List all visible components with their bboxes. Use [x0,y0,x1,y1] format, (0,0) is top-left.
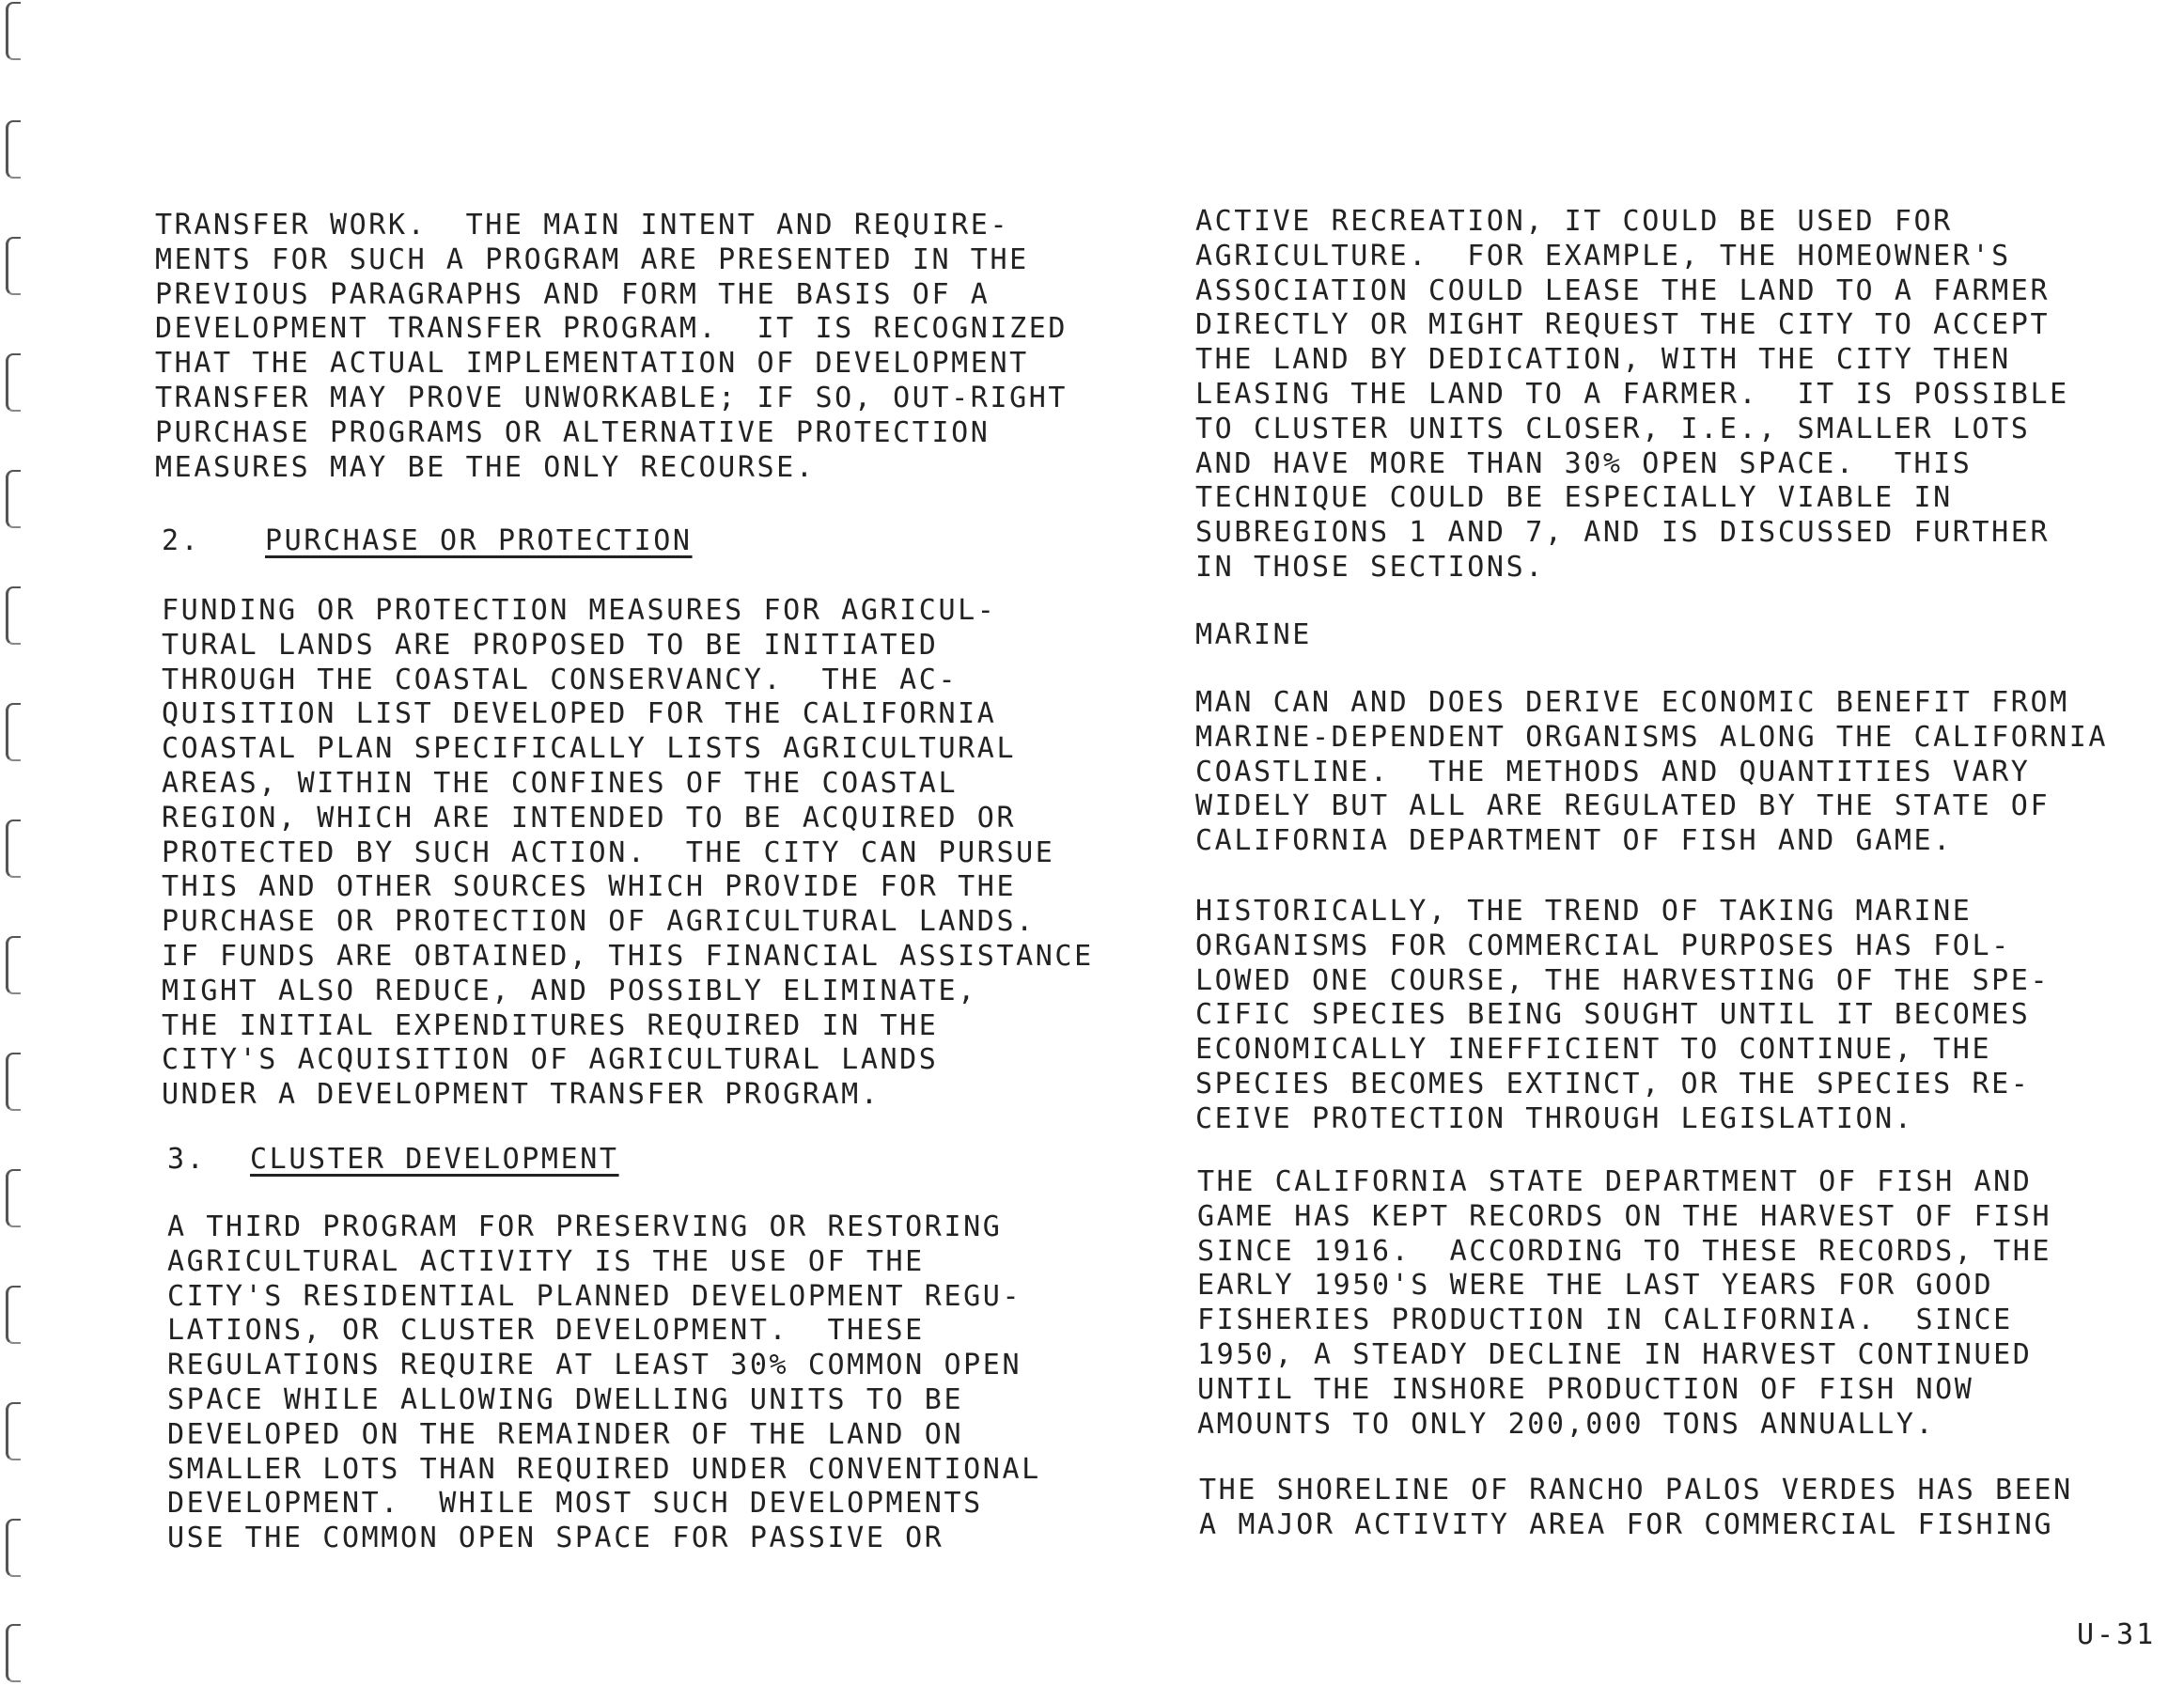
text-line: SPACE WHILE ALLOWING DWELLING UNITS TO BE [167,1382,964,1416]
right-paragraph-5 [1199,1474,2073,1543]
left-paragraph-3 [167,1210,1041,1556]
text-line: MARINE-DEPENDENT ORGANISMS ALONG THE CALIFORNIA [1195,720,2109,754]
text-line: REGION, WHICH ARE INTENDED TO BE ACQUIRED OR [162,801,1017,835]
text-line: THE SHORELINE OF RANCHO PALOS VERDES HAS BEEN [1199,1474,2073,1506]
text-line: COASTAL PLAN SPECIFICALLY LISTS AGRICULTURAL [162,732,1017,766]
text-line: TURAL LANDS ARE PROPOSED TO BE INITIATED [162,628,939,662]
left-paragraph-2 [162,594,1094,1113]
text-line: CIFIC SPECIES BEING SOUGHT UNTIL IT BECOMES [1195,998,2031,1032]
text-line: MENTS FOR SUCH A PROGRAM ARE PRESENTED IN THE [155,242,1029,276]
binder-ring [6,820,21,878]
text-line: REGULATIONS REQUIRE AT LEAST 30% COMMON OPEN [167,1349,1022,1382]
text-line: MEASURES MAY BE THE ONLY RECOURSE. [155,450,816,484]
text-line: CALIFORNIA DEPARTMENT OF FISH AND GAME. [1195,824,1953,858]
section-title: CLUSTER DEVELOPMENT [250,1143,619,1176]
binder-ring [6,120,21,179]
binder-ring [6,353,21,412]
right-paragraph-1 [1195,205,2069,585]
text-line: SUBREGIONS 1 AND 7, AND IS DISCUSSED FURTHER [1195,516,2051,550]
binder-ring [6,1624,21,1682]
text-line: AGRICULTURE. FOR EXAMPLE, THE HOMEOWNER'S [1195,239,2011,273]
text-line: WIDELY BUT ALL ARE REGULATED BY THE STATE OF [1195,789,2051,823]
text-line: AND HAVE MORE THAN 30% OPEN SPACE. THIS [1195,446,1973,480]
text-line: AREAS, WITHIN THE CONFINES OF THE COASTAL [162,766,959,800]
text-line: SMALLER LOTS THAN REQUIRED UNDER CONVENTIONAL [167,1452,1041,1486]
text-line: LATIONS, OR CLUSTER DEVELOPMENT. THESE [167,1314,925,1348]
left-column [155,209,1068,485]
right-paragraph-3 [1195,895,2050,1137]
text-line: TRANSFER MAY PROVE UNWORKABLE; IF SO, OUT-RIGHT [155,381,1069,414]
binder-ring [6,703,21,761]
text-line: COASTLINE. THE METHODS AND QUANTITIES VARY [1195,755,2031,788]
text-line: THAT THE ACTUAL IMPLEMENTATION OF DEVELOPMENT [155,347,1029,381]
text-line: PREVIOUS PARAGRAPHS AND FORM THE BASIS OF A [155,277,991,311]
text-line: DEVELOPMENT TRANSFER PROGRAM. IT IS RECOGNIZED [155,312,1069,346]
text-line: ORGANISMS FOR COMMERCIAL PURPOSES HAS FOL- [1195,929,2011,962]
text-line: GAME HAS KEPT RECORDS ON THE HARVEST OF FISH [1197,1199,2052,1233]
section-number: 2. [162,524,201,557]
binder-ring [6,1286,21,1344]
text-line: PROTECTED BY SUCH ACTION. THE CITY CAN PURSUE [162,835,1055,869]
text-line: IN THOSE SECTIONS. [1195,550,1545,584]
text-line: IF FUNDS ARE OBTAINED, THIS FINANCIAL ASSISTANCE [162,939,1094,973]
binder-ring [6,1169,21,1227]
text-line: HISTORICALLY, THE TREND OF TAKING MARINE [1195,895,1973,928]
text-line: FUNDING OR PROTECTION MEASURES FOR AGRICUL- [162,594,997,627]
text-line: THE CALIFORNIA STATE DEPARTMENT OF FISH AND [1197,1165,2033,1198]
binder-ring [6,936,21,994]
marine-heading [1195,618,1312,653]
section-heading-3 [167,1143,619,1178]
text-line: THE LAND BY DEDICATION, WITH THE CITY THEN [1195,343,2011,377]
text-line: 1950, A STEADY DECLINE IN HARVEST CONTINUED [1197,1337,2033,1371]
text-line: CITY'S RESIDENTIAL PLANNED DEVELOPMENT REGU- [167,1279,1022,1313]
text-line: MIGHT ALSO REDUCE, AND POSSIBLY ELIMINATE, [162,974,977,1007]
section-title: MARINE [1195,618,1312,651]
text-line: ACTIVE RECREATION, IT COULD BE USED FOR [1195,205,1953,238]
text-line: A MAJOR ACTIVITY AREA FOR COMMERCIAL FISHING [1199,1507,2054,1541]
text-line: THE INITIAL EXPENDITURES REQUIRED IN THE [162,1008,939,1042]
right-paragraph-2 [1195,686,2108,859]
right-paragraph-4 [1197,1165,2051,1442]
text-line: TRANSFER WORK. THE MAIN INTENT AND REQUIRE- [155,209,1010,242]
text-line: CITY'S ACQUISITION OF AGRICULTURAL LANDS [162,1043,939,1077]
page-number: U-31 [2077,1618,2157,1651]
text-line: AMOUNTS TO ONLY 200,000 TONS ANNUALLY. [1197,1407,1936,1441]
text-line: TO CLUSTER UNITS CLOSER, I.E., SMALLER LOTS [1195,412,2031,445]
section-heading-2 [162,524,693,559]
binder-ring [6,586,21,645]
binder-ring [6,237,21,295]
binder-ring [6,470,21,528]
binder-ring [6,2,21,60]
text-line: PURCHASE OR PROTECTION OF AGRICULTURAL LANDS. [162,905,1036,939]
text-line: AGRICULTURAL ACTIVITY IS THE USE OF THE [167,1244,925,1278]
text-line: A THIRD PROGRAM FOR PRESERVING OR RESTORING [167,1210,1003,1243]
text-line: SINCE 1916. ACCORDING TO THESE RECORDS, THE [1197,1234,2052,1268]
binder-edge [0,0,38,1686]
text-line: DEVELOPED ON THE REMAINDER OF THE LAND ON [167,1417,964,1451]
text-line: ECONOMICALLY INEFFICIENT TO CONTINUE, THE [1195,1033,1992,1067]
binder-ring [6,1053,21,1111]
text-line: THIS AND OTHER SOURCES WHICH PROVIDE FOR THE [162,870,1017,904]
text-line: LOWED ONE COURSE, THE HARVESTING OF THE SPE- [1195,963,2051,997]
text-line: UNDER A DEVELOPMENT TRANSFER PROGRAM. [162,1078,881,1112]
text-line: UNTIL THE INSHORE PRODUCTION OF FISH NOW [1197,1372,1974,1406]
text-line: USE THE COMMON OPEN SPACE FOR PASSIVE OR [167,1522,944,1555]
text-line: PURCHASE PROGRAMS OR ALTERNATIVE PROTECTION [155,415,991,449]
text-line: FISHERIES PRODUCTION IN CALIFORNIA. SINCE [1197,1304,2013,1337]
text-line: DEVELOPMENT. WHILE MOST SUCH DEVELOPMENTS [167,1487,983,1521]
text-line: QUISITION LIST DEVELOPED FOR THE CALIFORNIA [162,697,997,731]
text-line: THROUGH THE COASTAL CONSERVANCY. THE AC- [162,663,959,696]
text-line: EARLY 1950'S WERE THE LAST YEARS FOR GOOD [1197,1269,1994,1303]
binder-ring [6,1519,21,1577]
text-line: CEIVE PROTECTION THROUGH LEGISLATION. [1195,1101,1914,1135]
text-line: DIRECTLY OR MIGHT REQUEST THE CITY TO ACCEPT [1195,308,2051,342]
text-line: LEASING THE LAND TO A FARMER. IT IS POSSIBLE [1195,377,2069,411]
text-line: ASSOCIATION COULD LEASE THE LAND TO A FARMER [1195,273,2051,307]
section-title: PURCHASE OR PROTECTION [265,524,693,557]
text-line: TECHNIQUE COULD BE ESPECIALLY VIABLE IN [1195,481,1953,515]
text-line: MAN CAN AND DOES DERIVE ECONOMIC BENEFIT FROM [1195,686,2069,719]
section-number: 3. [167,1143,207,1176]
binder-ring [6,1402,21,1460]
text-line: SPECIES BECOMES EXTINCT, OR THE SPECIES RE- [1195,1067,2031,1101]
left-paragraph-1 [155,209,1068,485]
